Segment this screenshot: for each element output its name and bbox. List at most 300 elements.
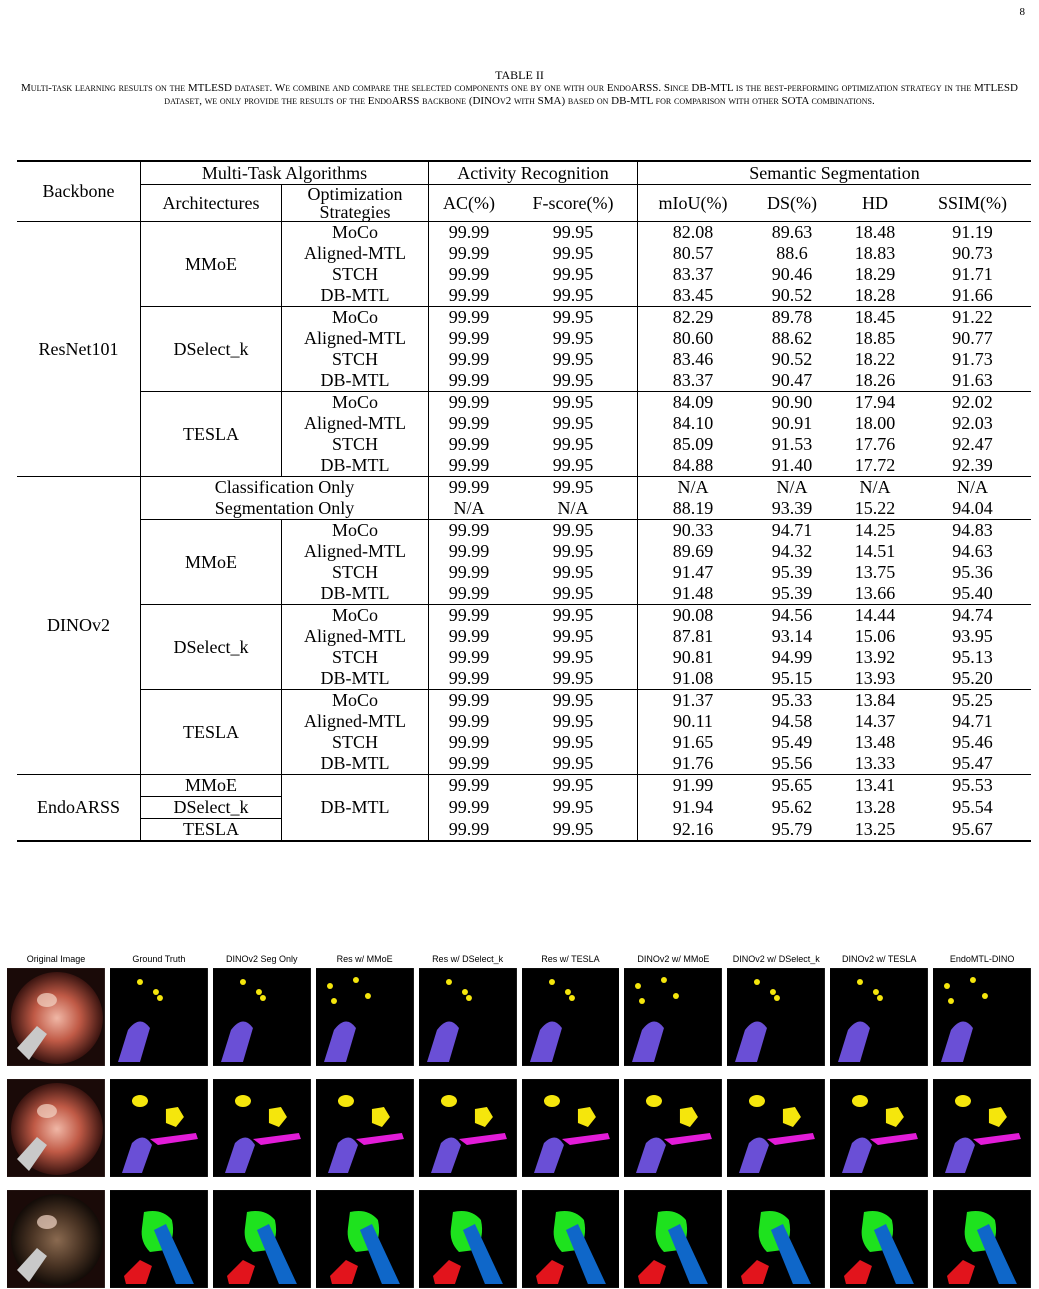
optimization-label: Aligned-MTL: [282, 413, 429, 434]
cell-ssim: 92.03: [952, 413, 993, 433]
cell-f: 99.95: [509, 583, 638, 605]
segmentation-mask: [110, 1079, 208, 1177]
cell-ac: 99.99: [448, 477, 490, 497]
optimization-label: Aligned-MTL: [282, 711, 429, 732]
cell-ssim: 95.54: [952, 797, 993, 817]
cell-miou: 80.57: [672, 243, 714, 263]
lesion-region: [544, 1095, 560, 1107]
cell-ds: 90.52: [771, 285, 813, 305]
lesion-region: [157, 995, 163, 1001]
cell-hd: 18.28: [854, 285, 896, 305]
cell-f: 99.95: [509, 605, 638, 627]
segmentation-mask: [110, 968, 208, 1066]
cell-ds: 90.52: [771, 349, 813, 369]
tissue-highlight: [37, 1104, 57, 1118]
lesion-region: [877, 995, 883, 1001]
cell-hd: 13.25: [854, 818, 896, 839]
cell-hd: 18.45: [854, 307, 896, 327]
cell-ssim: 90.73: [952, 243, 993, 263]
optimization-label: DB-MTL: [282, 455, 429, 477]
cell-ac: 99.99: [448, 370, 490, 390]
cell-ac: 99.99: [448, 328, 490, 348]
figure-row: [7, 1190, 1031, 1288]
architecture-label: DSelect_k: [141, 605, 282, 690]
lesion-region: [852, 1095, 868, 1107]
original-image: [7, 1190, 105, 1288]
figure-column-labels: [7, 954, 1031, 968]
cell-hd: N/A: [859, 477, 891, 497]
segmentation-mask: [933, 1079, 1031, 1177]
cell-ac: 99.99: [448, 797, 490, 817]
cell-ssim: 91.63: [952, 370, 993, 390]
optimization-label: Aligned-MTL: [282, 328, 429, 349]
optimization-label: STCH: [282, 434, 429, 455]
segmentation-mask: [727, 1079, 825, 1177]
cell-hd: 17.76: [854, 434, 896, 454]
optimization-label: MoCo: [282, 520, 429, 542]
segmentation-mask: [830, 1190, 928, 1288]
table-title: TABLE II: [495, 68, 544, 82]
cell-ssim: 95.20: [952, 668, 993, 688]
tissue-highlight: [37, 993, 57, 1007]
table-row: [17, 819, 1031, 842]
cell-miou: 84.88: [672, 455, 714, 475]
segmentation-mask: [727, 1190, 825, 1288]
optimization-label: Aligned-MTL: [282, 243, 429, 264]
lesion-region: [749, 1095, 765, 1107]
optimization-label: STCH: [282, 732, 429, 753]
figure-column-label: Original Image: [26, 954, 86, 964]
cell-ssim: 91.71: [952, 264, 993, 284]
cell-ssim: 95.67: [952, 818, 993, 839]
cell-ssim: 94.74: [952, 605, 993, 625]
cell-hd: 18.26: [854, 370, 896, 390]
cell-ssim: 92.39: [952, 455, 993, 475]
cell-ac: 99.99: [448, 243, 490, 263]
optimization-label: STCH: [282, 264, 429, 285]
optimization-label: STCH: [282, 562, 429, 583]
cell-f: 99.95: [509, 562, 638, 583]
segmentation-mask: [933, 968, 1031, 1066]
figure-column-label: Res w/ MMoE: [336, 954, 393, 964]
mask-background: [624, 1079, 722, 1177]
cell-hd: 13.92: [854, 647, 896, 667]
cell-ds: 95.49: [771, 732, 813, 752]
table-row: [17, 307, 1031, 329]
cell-miou: 91.76: [672, 753, 714, 773]
cell-ssim: 95.47: [952, 753, 993, 773]
cell-hd: 14.44: [854, 605, 896, 625]
optimization-label: MoCo: [282, 605, 429, 627]
figure-column-label: DINOv2 w/ MMoE: [637, 954, 710, 964]
page-number: 8: [1019, 6, 1025, 18]
cell-f: 99.95: [509, 647, 638, 668]
cell-ds: 95.39: [771, 562, 813, 582]
figure-row: [7, 1079, 1031, 1177]
cell-miou: 91.47: [672, 562, 714, 582]
optimization-label: MoCo: [282, 392, 429, 414]
cell-miou: 84.09: [672, 392, 714, 412]
cell-f: 99.95: [509, 328, 638, 349]
cell-ssim: 93.95: [952, 626, 993, 646]
architecture-label: TESLA: [141, 690, 282, 775]
cell-hd: 14.51: [854, 541, 896, 561]
lesion-region: [635, 983, 641, 989]
cell-ds: 94.58: [771, 711, 813, 731]
backbone-label: ResNet101: [17, 222, 141, 477]
segmentation-figure: [7, 954, 1031, 1288]
lesion-region: [331, 998, 337, 1004]
cell-hd: 18.00: [854, 413, 896, 433]
table-row: [17, 797, 1031, 819]
figure-column-label: DINOv2 Seg Only: [226, 954, 298, 964]
cell-ds: 95.33: [771, 690, 813, 710]
lesion-region: [240, 979, 246, 985]
cell-ssim: 91.19: [952, 222, 993, 242]
table-row: [17, 222, 1031, 244]
figure-column-label: EndoMTL-DINO: [949, 954, 1015, 964]
cell-miou: 91.94: [672, 797, 714, 817]
cell-hd: 18.22: [854, 349, 896, 369]
header-segmentation: Semantic Segmentation: [749, 162, 920, 183]
header-ds: DS(%): [748, 185, 836, 222]
lesion-region: [754, 979, 760, 985]
header-activity: Activity Recognition: [429, 161, 638, 185]
results-table: [17, 160, 1031, 842]
cell-ds: 95.15: [771, 668, 813, 688]
cell-f: 99.95: [509, 264, 638, 285]
cell-hd: 13.33: [854, 753, 896, 773]
lesion-region: [982, 993, 988, 999]
optimization-label: DB-MTL: [282, 285, 429, 307]
segmentation-mask: [419, 1190, 517, 1288]
table-row: [17, 690, 1031, 712]
header-ssim: SSIM(%): [914, 185, 1031, 222]
cell-ds: 95.62: [771, 797, 813, 817]
cell-hd: 13.41: [854, 775, 896, 796]
cell-miou: 84.10: [672, 413, 714, 433]
lesion-region: [466, 995, 472, 1001]
cell-f: 99.95: [509, 753, 638, 775]
lesion-region: [970, 977, 976, 983]
cell-ds: 95.65: [771, 775, 813, 796]
cell-miou: 90.11: [673, 711, 713, 731]
figure-column-label: Res w/ DSelect_k: [432, 954, 504, 964]
cell-ac: 99.99: [448, 349, 490, 369]
lesion-region: [137, 979, 143, 985]
cell-ssim: 90.77: [952, 328, 993, 348]
lesion-region: [462, 989, 468, 995]
mask-background: [316, 1079, 414, 1177]
figure-column-label: Ground Truth: [132, 954, 186, 964]
cell-hd: 18.85: [854, 328, 896, 348]
cell-ssim: 92.02: [952, 392, 993, 412]
table-row: [17, 498, 1031, 520]
table-body: [17, 222, 1031, 842]
segmentation-mask: [624, 968, 722, 1066]
cell-ac: 99.99: [448, 455, 490, 475]
lesion-region: [549, 979, 555, 985]
cell-hd: 17.72: [854, 455, 896, 475]
figure-row: [7, 968, 1031, 1066]
optimization-label: DB-MTL: [282, 668, 429, 690]
header-mta: Multi-Task Algorithms: [141, 161, 429, 185]
segmentation-mask: [419, 968, 517, 1066]
cell-ac: N/A: [453, 498, 485, 518]
cell-ssim: 91.22: [952, 307, 993, 327]
lesion-region: [948, 998, 954, 1004]
cell-ac: 99.99: [448, 520, 490, 540]
cell-miou: 83.37: [672, 264, 714, 284]
cell-f: 99.95: [509, 520, 638, 542]
lesion-region: [353, 977, 359, 983]
header-hd: HD: [836, 185, 914, 222]
cell-ac: 99.99: [448, 413, 490, 433]
cell-hd: 13.66: [854, 583, 896, 603]
table-row: [17, 520, 1031, 542]
cell-ssim: 94.71: [952, 711, 993, 731]
lesion-region: [568, 995, 574, 1001]
lesion-region: [564, 989, 570, 995]
cell-ssim: 92.47: [952, 434, 993, 454]
segmentation-mask: [419, 1079, 517, 1177]
segmentation-mask: [727, 968, 825, 1066]
cell-ac: 99.99: [448, 626, 490, 646]
cell-f: 99.95: [509, 477, 638, 499]
cell-f: 99.95: [509, 819, 638, 842]
lesion-region: [235, 1095, 251, 1107]
cell-ssim: 94.04: [952, 498, 993, 518]
cell-hd: 18.48: [854, 222, 896, 242]
segmentation-mask: [213, 1190, 311, 1288]
cell-f: 99.95: [509, 370, 638, 392]
cell-ds: 93.14: [771, 626, 813, 646]
cell-ds: 90.46: [771, 264, 813, 284]
cell-ac: 99.99: [448, 307, 490, 327]
cell-ds: 88.6: [776, 243, 808, 263]
cell-hd: 18.83: [854, 243, 896, 263]
cell-hd: 13.84: [854, 690, 896, 710]
cell-ac: 99.99: [448, 541, 490, 561]
segmentation-mask: [213, 1079, 311, 1177]
original-image: [7, 1079, 105, 1177]
lesion-region: [256, 989, 262, 995]
cell-hd: 13.75: [854, 562, 896, 582]
table-row: [17, 605, 1031, 627]
cell-miou: 80.60: [672, 328, 714, 348]
lesion-region: [441, 1095, 457, 1107]
lesion-region: [873, 989, 879, 995]
cell-f: 99.95: [509, 797, 638, 819]
cell-ds: 94.99: [771, 647, 813, 667]
header-fscore: F-score(%): [509, 185, 638, 222]
optimization-label: STCH: [282, 647, 429, 668]
lesion-region: [153, 989, 159, 995]
cell-hd: 17.94: [854, 392, 896, 412]
segmentation-mask: [110, 1190, 208, 1288]
optimization-label: Aligned-MTL: [282, 626, 429, 647]
cell-f: 99.95: [509, 243, 638, 264]
header-ac: AC(%): [429, 185, 510, 222]
cell-f: 99.95: [509, 455, 638, 477]
mask-background: [419, 1079, 517, 1177]
cell-f: 99.95: [509, 690, 638, 712]
cell-hd: 14.37: [854, 711, 896, 731]
lesion-region: [260, 995, 266, 1001]
cell-ac: 99.99: [448, 753, 490, 773]
optimization-label: MoCo: [282, 690, 429, 712]
cell-f: 99.95: [509, 775, 638, 797]
cell-ds: 94.56: [771, 605, 813, 625]
cell-ac: 99.99: [448, 264, 490, 284]
single-task-label: Classification Only: [141, 477, 429, 499]
cell-ac: 99.99: [448, 647, 490, 667]
cell-hd: 14.25: [854, 520, 896, 540]
cell-ds: 90.47: [771, 370, 813, 390]
cell-miou: 82.08: [672, 222, 714, 242]
cell-miou: 91.08: [672, 668, 714, 688]
cell-ac: 99.99: [448, 605, 490, 625]
table-caption: [10, 68, 1029, 108]
cell-f: 99.95: [509, 434, 638, 455]
cell-hd: 13.93: [854, 668, 896, 688]
architecture-label: DSelect_k: [141, 797, 282, 819]
cell-ds: 91.40: [771, 455, 813, 475]
segmentation-mask: [933, 1190, 1031, 1288]
optimization-label: DB-MTL: [282, 370, 429, 392]
cell-ds: 95.56: [771, 753, 813, 773]
optimization-label: DB-MTL: [282, 583, 429, 605]
tissue-highlight: [37, 1215, 57, 1229]
table-row: [17, 477, 1031, 499]
cell-f: 99.95: [509, 349, 638, 370]
cell-hd: 15.22: [854, 498, 896, 518]
optimization-label: DB-MTL: [282, 753, 429, 775]
header-architectures: Architectures: [141, 185, 282, 222]
cell-miou: 91.37: [672, 690, 714, 710]
lesion-region: [646, 1095, 662, 1107]
cell-ds: 91.53: [771, 434, 813, 454]
cell-ds: 93.39: [771, 498, 813, 518]
lesion-region: [338, 1095, 354, 1107]
cell-hd: 18.29: [854, 264, 896, 284]
optimization-label: Aligned-MTL: [282, 541, 429, 562]
cell-miou: 90.08: [672, 605, 714, 625]
cell-miou: 82.29: [672, 307, 714, 327]
architecture-label: MMoE: [141, 222, 282, 307]
lesion-region: [770, 989, 776, 995]
segmentation-mask: [316, 1190, 414, 1288]
cell-miou: 89.69: [672, 541, 714, 561]
cell-ds: 88.62: [771, 328, 813, 348]
mask-background: [213, 1079, 311, 1177]
lesion-region: [132, 1095, 148, 1107]
cell-miou: 83.45: [672, 285, 714, 305]
caption-text: Multi-task learning results on the MTLESD dataset. We combine and compare the selected components one by one with our EndoARSS. Since DB-MTL is the best-performing optimization strategy in the MTLESD dataset, we only provide the results of the EndoARSS backbone (DINOv2 with SMA) based on DB-MTL for comparison with other SOTA combinations.: [21, 82, 1018, 107]
cell-miou: 83.46: [672, 349, 714, 369]
backbone-label: DINOv2: [17, 477, 141, 775]
segmentation-mask: [213, 968, 311, 1066]
lesion-region: [955, 1095, 971, 1107]
cell-miou: 91.48: [672, 583, 714, 603]
segmentation-mask: [830, 1079, 928, 1177]
cell-ssim: 91.66: [952, 285, 993, 305]
architecture-label: MMoE: [141, 520, 282, 605]
header-optimization: Optimization Strategies: [282, 185, 429, 222]
cell-ac: 99.99: [448, 732, 490, 752]
mask-background: [933, 1079, 1031, 1177]
cell-miou: 83.37: [672, 370, 714, 390]
cell-ac: 99.99: [448, 690, 490, 710]
cell-ssim: 95.46: [952, 732, 993, 752]
cell-ac: 99.99: [448, 285, 490, 305]
cell-ac: 99.99: [448, 818, 490, 839]
cell-ssim: 95.40: [952, 583, 993, 603]
segmentation-mask: [624, 1190, 722, 1288]
lesion-region: [661, 977, 667, 983]
single-task-label: Segmentation Only: [141, 498, 429, 520]
lesion-region: [774, 995, 780, 1001]
cell-hd: 13.28: [854, 797, 896, 817]
cell-ssim: N/A: [957, 477, 988, 497]
segmentation-mask: [316, 1079, 414, 1177]
mask-background: [727, 1079, 825, 1177]
cell-ac: 99.99: [448, 775, 490, 796]
segmentation-mask: [522, 968, 620, 1066]
cell-miou: 91.99: [672, 775, 714, 796]
cell-miou: 92.16: [672, 818, 714, 839]
cell-f: 99.95: [509, 413, 638, 434]
figure-column-label: DINOv2 w/ TESLA: [842, 954, 917, 964]
optimization-label: MoCo: [282, 307, 429, 329]
cell-ssim: 95.53: [952, 775, 993, 796]
cell-ssim: 94.83: [952, 520, 993, 540]
cell-ds: N/A: [776, 477, 808, 497]
cell-f: 99.95: [509, 732, 638, 753]
table-row: [17, 775, 1031, 797]
cell-miou: N/A: [677, 477, 709, 497]
cell-f: 99.95: [509, 626, 638, 647]
cell-miou: 88.19: [672, 498, 714, 518]
cell-miou: 91.65: [672, 732, 714, 752]
optimization-label: MoCo: [282, 222, 429, 244]
mask-background: [830, 1079, 928, 1177]
segmentation-mask: [316, 968, 414, 1066]
cell-ds: 95.79: [771, 818, 813, 839]
cell-f: 99.95: [509, 668, 638, 690]
cell-f: 99.95: [509, 392, 638, 414]
architecture-label: DSelect_k: [141, 307, 282, 392]
cell-ds: 94.71: [771, 520, 813, 540]
optimization-label: STCH: [282, 349, 429, 370]
cell-f: 99.95: [509, 222, 638, 244]
table-row: [17, 392, 1031, 414]
optimization-label: DB-MTL: [282, 775, 429, 842]
mask-background: [110, 1079, 208, 1177]
cell-ds: 95.39: [771, 583, 813, 603]
cell-ac: 99.99: [448, 392, 490, 412]
header-backbone: Backbone: [17, 161, 141, 222]
cell-ds: 89.63: [771, 222, 813, 242]
cell-miou: 90.81: [672, 647, 714, 667]
cell-miou: 90.33: [672, 520, 714, 540]
lesion-region: [365, 993, 371, 999]
cell-ssim: 95.36: [952, 562, 993, 582]
lesion-region: [639, 998, 645, 1004]
cell-ssim: 94.63: [952, 541, 993, 561]
cell-ssim: 95.13: [952, 647, 993, 667]
lesion-region: [944, 983, 950, 989]
